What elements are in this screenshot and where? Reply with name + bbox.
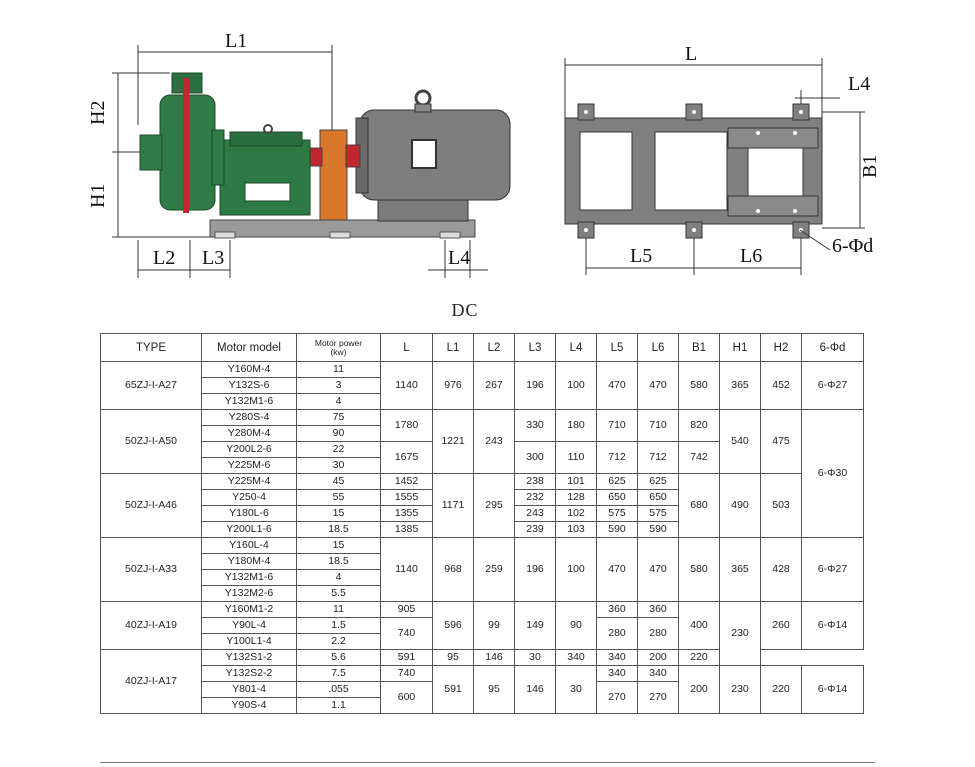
table-cell: Y280S-4 [202,410,297,426]
table-cell: 5.5 [297,586,381,602]
table-cell: 30 [297,458,381,474]
table-cell: 625 [638,474,679,490]
table-cell: 100 [556,362,597,410]
table-cell: Y132M1-6 [202,394,297,410]
table-cell: 100 [556,538,597,602]
table-cell: 680 [679,474,720,538]
drawing-caption: DC [451,300,479,320]
table-cell: Y180L-6 [202,506,297,522]
table-cell: Y132S-6 [202,378,297,394]
column-header: 6-Φd [802,334,864,362]
table-cell: 11 [297,602,381,618]
dim-label-h1: H1 [87,183,109,208]
table-cell: 650 [597,490,638,506]
table-cell: 591 [381,650,433,666]
dim-label-l1: L1 [225,30,248,52]
table-cell: 103 [556,522,597,538]
table-cell: 365 [720,538,761,602]
table-cell: 200 [679,666,720,714]
table-cell: 360 [638,602,679,618]
table-row [101,666,864,682]
table-cell: 710 [638,410,679,442]
column-header: L2 [474,334,515,362]
side-view-drawing [87,30,510,278]
table-cell: 340 [638,666,679,682]
table-cell: 146 [515,666,556,714]
table-cell: 196 [515,538,556,602]
column-header: TYPE [101,334,202,362]
table-cell: 330 [515,410,556,442]
table-cell: 6-Φ30 [802,410,864,538]
table-cell: 575 [597,506,638,522]
table-cell: 1171 [433,474,474,538]
column-header: L5 [597,334,638,362]
table-row [101,410,864,426]
table-cell: 340 [597,650,638,666]
table-cell: 50ZJ-I-A50 [101,410,202,474]
table-cell: 6-Φ14 [802,666,864,714]
table-cell: 11 [297,362,381,378]
table-cell: 365 [720,362,761,410]
table-cell: 30 [515,650,556,666]
table-cell: 90 [297,426,381,442]
table-row [101,538,864,554]
table-cell: 300 [515,442,556,474]
table-cell: Y90L-4 [202,618,297,634]
dim-label-l4-top: L4 [848,73,871,95]
table-cell: 712 [597,442,638,474]
column-header: L6 [638,334,679,362]
table-cell: 243 [474,410,515,474]
table-row [101,474,864,490]
table-cell: 50ZJ-I-A46 [101,474,202,538]
table-cell: 50ZJ-I-A33 [101,538,202,602]
table-cell: 90 [556,602,597,650]
table-cell: Y160L-4 [202,538,297,554]
table-cell: Y90S-4 [202,698,297,714]
table-cell: 5.6 [297,650,381,666]
table-cell: 40ZJ-I-A17 [101,650,202,714]
table-cell: 232 [515,490,556,506]
table-cell: 295 [474,474,515,538]
table-cell: 2.2 [297,634,381,650]
table-cell: 580 [679,362,720,410]
table-cell: 22 [297,442,381,458]
table-cell: 40ZJ-I-A19 [101,602,202,650]
table-cell: 976 [433,362,474,410]
table-cell: 6-Φ27 [802,362,864,410]
table-cell: 259 [474,538,515,602]
table-cell: 260 [761,602,802,650]
table-cell: Y132M2-6 [202,586,297,602]
table-cell: 270 [638,682,679,714]
table-cell: 1385 [381,522,433,538]
table-cell: 712 [638,442,679,474]
column-header: L4 [556,334,597,362]
table-cell: 470 [638,538,679,602]
column-header: H2 [761,334,802,362]
table-cell: 820 [679,410,720,442]
table-cell: 580 [679,538,720,602]
table-cell: 470 [597,362,638,410]
table-cell: Y801-4 [202,682,297,698]
table-cell: Y225M-4 [202,474,297,490]
table-cell: 6-Φ27 [802,538,864,602]
table-cell: 490 [720,474,761,538]
table-cell: 30 [556,666,597,714]
table-cell: 475 [761,410,802,474]
table-cell: 740 [381,618,433,650]
table-cell: 18.5 [297,522,381,538]
table-cell: Y200L2-6 [202,442,297,458]
table-cell: 742 [679,442,720,474]
table-cell: 65ZJ-I-A27 [101,362,202,410]
table-cell: 590 [597,522,638,538]
table-cell: 650 [638,490,679,506]
table-cell: .055 [297,682,381,698]
table-cell: 360 [597,602,638,618]
top-view-drawing [565,43,881,275]
table-cell: 18.5 [297,554,381,570]
table-cell: 149 [515,602,556,650]
table-cell: 1675 [381,442,433,474]
table-cell: 470 [638,362,679,410]
table-cell: 470 [597,538,638,602]
divider [100,762,875,763]
table-cell: 428 [761,538,802,602]
table-cell: Y200L1-6 [202,522,297,538]
table-cell: 6-Φ14 [802,602,864,650]
dim-label-b1: B1 [859,154,881,178]
table-cell: 102 [556,506,597,522]
table-cell: 590 [638,522,679,538]
table-cell: 220 [679,650,720,666]
table-cell: 110 [556,442,597,474]
table-cell: 503 [761,474,802,538]
table-body [101,362,864,714]
table-cell: 1555 [381,490,433,506]
table-cell: 1140 [381,362,433,410]
table-cell: 540 [720,410,761,474]
table-cell: 239 [515,522,556,538]
table-cell: 340 [597,666,638,682]
table-cell: 128 [556,490,597,506]
table-cell: 75 [297,410,381,426]
table-cell: 905 [381,602,433,618]
table-cell: Y132S2-2 [202,666,297,682]
table-cell: 280 [597,618,638,650]
table-header-row [101,334,864,362]
column-header: L [381,334,433,362]
column-header: L3 [515,334,556,362]
table-cell: Y132M1-6 [202,570,297,586]
table-cell: 196 [515,362,556,410]
dim-label-l: L [685,43,698,65]
table-cell: 1.1 [297,698,381,714]
table-cell: 1140 [381,538,433,602]
column-header: L1 [433,334,474,362]
table-cell: 200 [638,650,679,666]
table-cell: 99 [474,602,515,650]
table-cell: Y160M-4 [202,362,297,378]
table-row [101,602,864,618]
table-cell: 15 [297,538,381,554]
table-cell: 1221 [433,410,474,474]
dim-label-l5: L5 [630,245,653,267]
table-cell: Y250-4 [202,490,297,506]
dim-label-l2: L2 [153,247,176,269]
table-cell: 15 [297,506,381,522]
table-cell: 4 [297,570,381,586]
table-cell: 230 [720,666,761,714]
column-header: Motor model [202,334,297,362]
table-cell: 968 [433,538,474,602]
table-cell: 596 [433,602,474,650]
table-cell: Y180M-4 [202,554,297,570]
table-cell: 45 [297,474,381,490]
table-cell: 180 [556,410,597,442]
table-cell: 238 [515,474,556,490]
table-cell: 340 [556,650,597,666]
table-cell: 146 [474,650,515,666]
table-cell: Y280M-4 [202,426,297,442]
table-cell: 740 [381,666,433,682]
table-cell: 600 [381,682,433,714]
table-cell: 1452 [381,474,433,490]
dim-label-l3: L3 [202,247,225,269]
table-cell: 95 [433,650,474,666]
table-cell: 1355 [381,506,433,522]
table-cell: 7.5 [297,666,381,682]
table-cell: Y132S1-2 [202,650,297,666]
column-header: H1 [720,334,761,362]
table-cell: 95 [474,666,515,714]
table-cell: 243 [515,506,556,522]
table-cell: 280 [638,618,679,650]
table-cell: Y225M-6 [202,458,297,474]
table-cell: Y160M1-2 [202,602,297,618]
table-cell: 101 [556,474,597,490]
table-cell: 710 [597,410,638,442]
pump-dimension-table [100,333,864,714]
table-cell: 591 [433,666,474,714]
table-cell: 1.5 [297,618,381,634]
dim-label-6-phi-d: 6-Φd [832,235,874,257]
dim-label-h2: H2 [87,100,109,125]
table-cell: 220 [761,666,802,714]
table-row [101,362,864,378]
table-cell: Y100L1-4 [202,634,297,650]
table-cell: 55 [297,490,381,506]
table-cell: 267 [474,362,515,410]
table-cell: 270 [597,682,638,714]
table-cell: 230 [720,602,761,666]
column-header: Motor power (kw) [297,334,381,362]
table-cell: 400 [679,602,720,650]
table-cell: 575 [638,506,679,522]
table-cell: 452 [761,362,802,410]
dim-label-l4-side: L4 [448,247,471,269]
dim-label-l6: L6 [740,245,763,267]
table-cell: 1780 [381,410,433,442]
table-cell: 625 [597,474,638,490]
table-cell: 3 [297,378,381,394]
column-header: B1 [679,334,720,362]
pump-dimension-drawings [0,0,975,300]
table-cell: 4 [297,394,381,410]
